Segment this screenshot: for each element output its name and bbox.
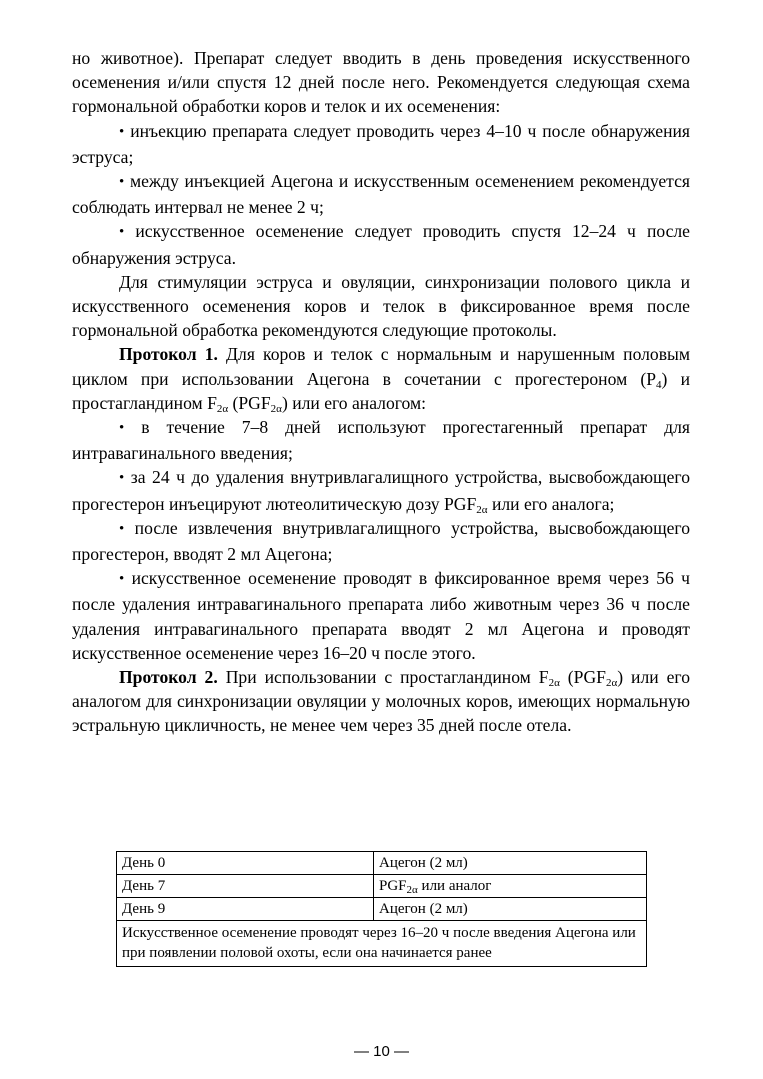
bullet-icon: • (119, 520, 125, 537)
protocol-2-schedule-table (116, 851, 647, 967)
paragraph-protocols-intro: Для стимуляции эструса и овуляции, синхронизации полового цикла и искусственного осеменения коров и телок в фиксированное время после гормональной обработка рекомендуются следующие протоколы. (72, 271, 690, 341)
table-cell-text: или аналог (417, 878, 492, 894)
table-footer-note: Искусственное осеменение проводят через 16–20 ч после введения Ацегона или при появлении половой охоты, если она начинается ранее (117, 921, 647, 967)
bullet-item (72, 516, 690, 566)
bullet-icon: • (119, 470, 125, 487)
table-cell-day: День 0 (117, 852, 374, 875)
bullet-text: между инъекцией Ацегона и искусственным осеменением рекомендуется соблюдать интервал не менее 2 ч; (72, 171, 690, 218)
protocol-1-text: ) и простагландином F (72, 368, 690, 413)
bullet-icon: • (119, 420, 125, 437)
bullet-text: после извлечения внутривлагалищного устройства, высвобождающего прогестерон, вводят 2 мл Ацегона; (72, 517, 691, 565)
page-body (72, 46, 690, 738)
table-cell-action: Ацегон (2 мл) (374, 898, 647, 921)
table-row (117, 921, 647, 967)
subscript: 2α (476, 503, 488, 516)
protocol-2-text: (PGF (559, 667, 606, 688)
protocol-2-text: При использовании с простагландином F (217, 667, 549, 688)
bullet-icon: • (119, 224, 125, 241)
subscript: 2α (270, 402, 282, 415)
paragraph-protocol-1 (72, 342, 690, 415)
bullet-icon: • (119, 571, 125, 588)
bullet-item (72, 465, 690, 515)
paragraph-protocol-2 (72, 665, 690, 738)
subscript: 2α (605, 677, 618, 690)
table-cell-action (374, 875, 647, 898)
bullet-item (72, 219, 690, 269)
table-row (117, 875, 647, 898)
bullet-text: искусственное осеменение следует проводить спустя 12–24 ч после обнаружения эструса. (72, 221, 690, 268)
bullet-item (72, 119, 690, 169)
protocol-1-text: ) или его аналогом: (281, 392, 427, 413)
bullet-text: инъекцию препарата следует проводить через 4–10 ч после обнаружения эструса; (72, 120, 690, 167)
bullet-icon: • (119, 174, 125, 191)
bullet-text: или его аналога; (487, 493, 615, 514)
protocol-2-text: ) или его аналогом для синхронизации овуляции у молочных коров, имеющих нормальную эстральную цикличность, не менее чем через 35 дней после отела. (72, 667, 690, 736)
subscript: 2α (406, 884, 418, 896)
protocol-1-text: (PGF (228, 392, 271, 413)
paragraph-intro: но животное). Препарат следует вводить в день проведения искусственного осеменения и/или спустя 12 дней после него. Рекомендуется следующая схема гормональной обработки коров и телок и их осеменения: (72, 48, 690, 117)
table-cell-text: PGF (379, 878, 407, 894)
bullet-text: в течение 7–8 дней используют прогестагенный препарат для интравагинального введения; (72, 417, 690, 464)
bullet-text: искусственное осеменение проводят в фиксированное время через 56 ч после удаления интравагинального препарата либо животным через 36 ч после удаления интравагинального препарата вводят 2 мл Ацегона и проводят искусственное осеменение через 16–20 ч после этого. (72, 568, 690, 663)
bullet-item (72, 415, 690, 465)
bullet-icon: • (119, 123, 125, 140)
table-cell-day: День 7 (117, 875, 374, 898)
subscript: 2α (548, 677, 560, 690)
bullet-item (72, 169, 690, 219)
bullet-item (72, 566, 690, 665)
subscript: 4 (656, 378, 662, 391)
table-row (117, 852, 647, 875)
bullet-text: за 24 ч до удаления внутривлагалищного устройства, высвобождающего прогестерон инъецируют лютеолитическую дозу PGF (72, 467, 690, 514)
page-number: — 10 — (353, 1043, 410, 1060)
table-cell-action: Ацегон (2 мл) (374, 852, 647, 875)
subscript: 2α (216, 402, 229, 415)
table-row (117, 898, 647, 921)
protocol-1-title: Протокол 1. (119, 344, 218, 365)
protocol-2-title: Протокол 2. (119, 667, 218, 688)
table-cell-day: День 9 (117, 898, 374, 921)
protocol-1-text: Для коров и телок с нормальным и нарушенным половым циклом при использовании Ацегона в сочетании с прогестероном (P (72, 344, 690, 389)
